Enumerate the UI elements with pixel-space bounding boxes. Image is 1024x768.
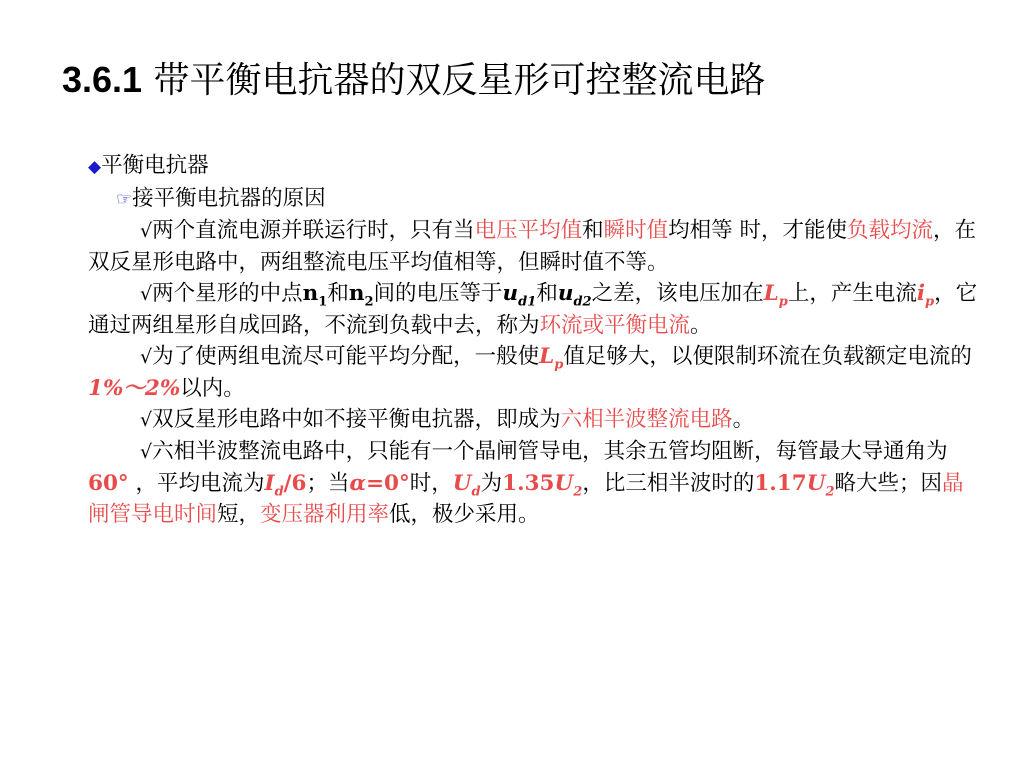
text: 为 xyxy=(480,471,503,496)
subscript: 1 xyxy=(318,294,328,310)
highlight: 电压平均值 xyxy=(474,218,583,243)
text: 两个星形的中点 xyxy=(152,281,303,306)
content-body xyxy=(88,150,978,530)
text: 为了使两组电流尽可能平均分配，一般使 xyxy=(152,344,540,369)
check-mark-icon: √ xyxy=(140,441,153,463)
subscript: d xyxy=(274,484,284,500)
subscript: d1 xyxy=(518,294,537,310)
bullet-heading xyxy=(88,150,978,183)
highlight: 1.35 xyxy=(502,471,555,496)
highlight: 瞬时值 xyxy=(603,218,669,243)
text: 低，极少采用。 xyxy=(389,502,540,527)
paragraph-2 xyxy=(88,278,978,341)
highlight: 晶闸管导电时间 xyxy=(88,471,964,527)
subscript: 2 xyxy=(825,484,835,500)
diamond-bullet-icon: ◆ xyxy=(88,157,102,177)
highlight: 1.17 xyxy=(754,471,807,496)
var-u: u xyxy=(557,281,574,306)
subscript: 2 xyxy=(364,294,374,310)
var-n: n xyxy=(302,281,319,306)
page-title xyxy=(62,52,766,103)
var-n: n xyxy=(348,281,365,306)
var-L: L xyxy=(763,281,779,306)
var-U: U xyxy=(452,471,472,496)
highlight: =0° xyxy=(366,471,410,496)
text: ，平均电流为 xyxy=(128,471,265,496)
var-I: I xyxy=(264,471,275,496)
highlight: /6 xyxy=(283,471,307,496)
var-alpha: α xyxy=(349,471,367,496)
text: 。 xyxy=(732,407,755,432)
text: ；当 xyxy=(306,471,350,496)
heading-text: 平衡电抗器 xyxy=(101,153,209,178)
text: 。 xyxy=(690,313,712,338)
highlight: 六相半波整流电路 xyxy=(560,407,733,432)
highlight: 60° xyxy=(88,471,129,496)
text: ，比三相半波时的 xyxy=(582,471,755,496)
subheading-text: 接平衡电抗器的原因 xyxy=(132,186,326,211)
text: 时， xyxy=(409,471,453,496)
subscript: d2 xyxy=(573,294,592,310)
text: 六相半波整流电路中，只能有一个晶闸管导电，其余五管均阻断，每管最大导通角为 xyxy=(152,439,948,464)
highlight: 变压器利用率 xyxy=(260,502,390,527)
paragraph-1 xyxy=(88,215,978,278)
check-mark-icon: √ xyxy=(140,346,153,368)
subscript: d xyxy=(471,484,481,500)
var-u: u xyxy=(502,281,519,306)
text: 和 xyxy=(536,281,558,306)
paragraph-3 xyxy=(88,341,978,404)
text: 值足够大，以便限制环流在负载额定电流的 xyxy=(563,344,972,369)
check-mark-icon: √ xyxy=(140,283,153,305)
title-text: 带平衡电抗器的双反星形可控整流电路 xyxy=(142,60,766,101)
highlight: 负载均流 xyxy=(847,218,934,243)
var-L: L xyxy=(539,344,555,369)
text: 之差，该电压加在 xyxy=(591,281,764,306)
text: 上，产生电流 xyxy=(787,281,917,306)
text: 双反星形电路中如不接平衡电抗器，即成为 xyxy=(152,407,561,432)
text: ，在双反星形电路中，两组整流电压平均值相等，但瞬时值不等。 xyxy=(88,218,977,275)
paragraph-5 xyxy=(88,436,978,530)
text: 和 xyxy=(582,218,604,243)
paragraph-4 xyxy=(88,404,978,436)
check-mark-icon: √ xyxy=(140,220,153,242)
check-mark-icon: √ xyxy=(140,409,153,431)
var-U: U xyxy=(806,471,826,496)
text: 两个直流电源并联运行时，只有当 xyxy=(152,218,475,243)
var-U: U xyxy=(554,471,574,496)
subscript: p xyxy=(925,294,935,310)
subscript: p xyxy=(778,294,788,310)
var-i: i xyxy=(916,281,926,306)
section-number: 3.6.1 xyxy=(62,59,143,100)
text: 间的电压等于 xyxy=(373,281,503,306)
text: 短， xyxy=(217,502,261,527)
text: 略大些；因 xyxy=(834,471,943,496)
subscript: 2 xyxy=(573,484,583,500)
text: 均相等 时，才能使 xyxy=(668,218,848,243)
sub-bullet-heading xyxy=(88,183,978,215)
pointing-hand-icon: ☞ xyxy=(116,189,133,210)
subscript: p xyxy=(554,357,564,373)
highlight: 环流或平衡电流 xyxy=(539,313,691,338)
text: ，它通过两组星形自成回路，不流到负载中去，称为 xyxy=(88,281,978,338)
text: 和 xyxy=(327,281,349,306)
highlight: 1%～2% xyxy=(88,376,181,401)
text: 以内。 xyxy=(180,376,245,401)
